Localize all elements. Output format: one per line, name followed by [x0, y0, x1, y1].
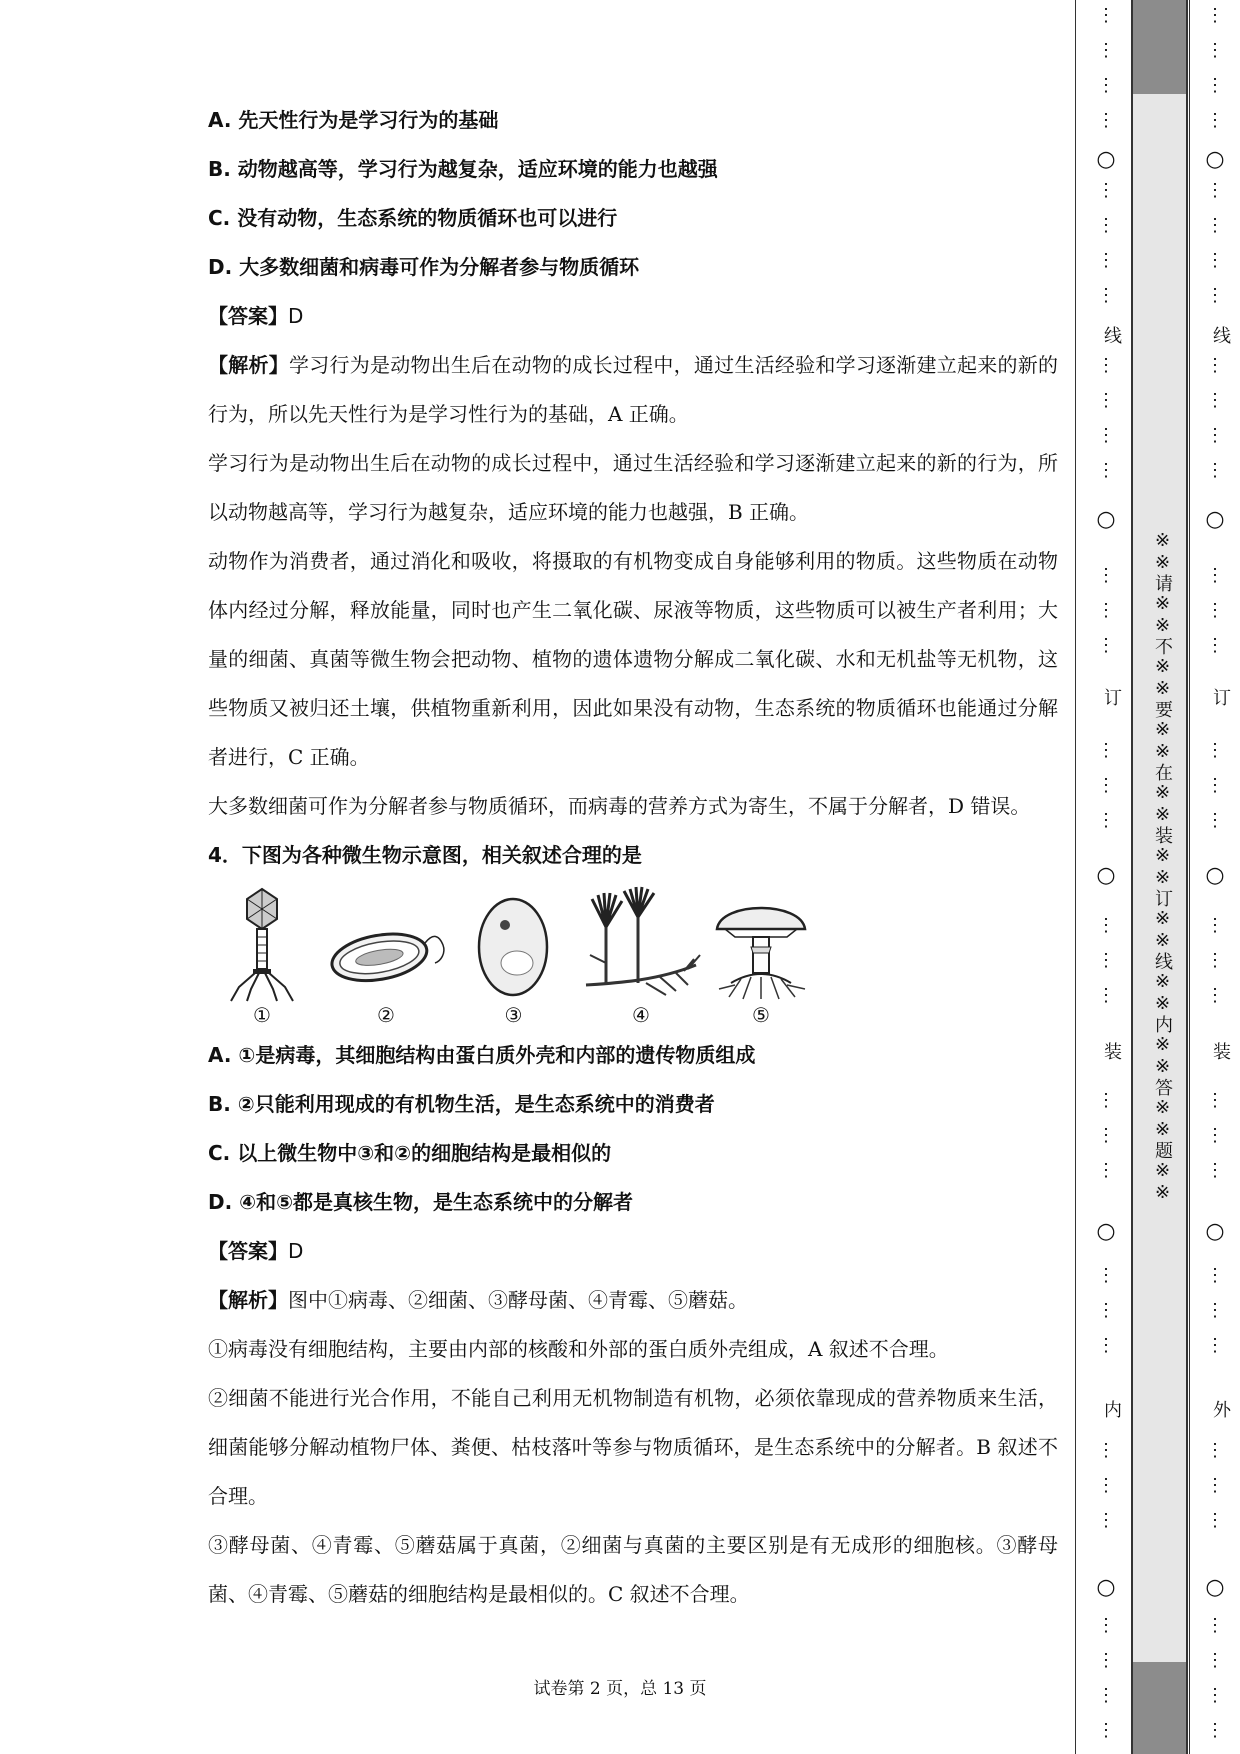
binding-dots: ⋮	[1206, 5, 1224, 26]
q4-option-d: D. ④和⑤都是真核生物，是生态系统中的分解者	[208, 1190, 634, 1214]
q3-option-b: B. 动物越高等，学习行为越复杂，适应环境的能力也越强	[208, 157, 718, 181]
binding-dots: ⋮	[1206, 1475, 1224, 1496]
binding-dots: ⋮	[1097, 600, 1115, 621]
binding-dots: ⋮	[1206, 1685, 1224, 1706]
q4-analysis-4: ③酵母菌、④青霉、⑤蘑菇属于真菌，②细菌与真菌的主要区别是有无成形的细胞核。③酵母菌、④青霉、⑤蘑菇的细胞结构是最相似的。C 叙述不合理。	[208, 1533, 1058, 1606]
binding-dots: ⋮	[1206, 915, 1224, 936]
binding-dots: ⋮	[1097, 215, 1115, 236]
binding-dots: ⋮	[1206, 635, 1224, 656]
binding-dots: ⋮	[1097, 1335, 1115, 1356]
binding-dots: ⋮	[1097, 40, 1115, 61]
binding-dots: ⋮	[1206, 1510, 1224, 1531]
analysis-tag: 【解析】	[208, 1288, 288, 1312]
figure-label: ④	[632, 1003, 650, 1027]
q3-option-c: C. 没有动物，生态系统的物质循环也可以进行	[208, 206, 618, 230]
binding-dots: ⋮	[1097, 635, 1115, 656]
binding-dots: ⋮	[1097, 915, 1115, 936]
binding-circle: ○	[1205, 147, 1225, 172]
page-content	[208, 96, 1058, 1619]
binding-inner-mark: 装	[1101, 1042, 1122, 1060]
binding-dots: ⋮	[1206, 985, 1224, 1006]
binding-dots: ⋮	[1097, 775, 1115, 796]
binding-dots: ⋮	[1206, 1335, 1224, 1356]
q4-option-c: C. 以上微生物中③和②的细胞结构是最相似的	[208, 1141, 612, 1165]
q4-analysis-3: ②细菌不能进行光合作用，不能自己利用无机物制造有机物，必须依靠现成的营养物质来生活，细菌能够分解动植物尸体、粪便、枯枝落叶等参与物质循环，是生态系统中的分解者。B 叙述不合理。	[208, 1386, 1058, 1508]
figure-mushroom	[711, 885, 811, 1027]
q4-question: 4．下图为各种微生物示意图，相关叙述合理的是	[208, 843, 642, 867]
binding-column-outer	[1200, 0, 1230, 1754]
binding-dots: ⋮	[1206, 1160, 1224, 1181]
answer-value: D	[288, 1239, 304, 1263]
figure-yeast	[456, 885, 571, 1027]
q3-answer	[208, 292, 1058, 341]
answer-tag: 【答案】	[208, 304, 288, 328]
figure-label: ①	[253, 1003, 271, 1027]
binding-dots: ⋮	[1206, 740, 1224, 761]
binding-outer-mark: 外	[1210, 1400, 1231, 1418]
figure-label: ⑤	[752, 1003, 770, 1027]
binding-dots: ⋮	[1206, 1090, 1224, 1111]
q4-option-a: A. ①是病毒，其细胞结构由蛋白质外壳和内部的遗传物质组成	[208, 1043, 756, 1067]
binding-band-bottom	[1131, 1662, 1188, 1754]
q4-option-b: B. ②只能利用现成的有机物生活，是生态系统中的消费者	[208, 1092, 715, 1116]
binding-outer-mark: 装	[1210, 1042, 1231, 1060]
binding-outer-mark: 订	[1210, 688, 1231, 706]
binding-dots: ⋮	[1097, 1090, 1115, 1111]
page-footer: 试卷第 2 页，总 13 页	[533, 1679, 707, 1699]
binding-dots: ⋮	[1206, 215, 1224, 236]
binding-dots: ⋮	[1097, 390, 1115, 411]
binding-dots: ⋮	[1206, 600, 1224, 621]
q3-analysis-4: 大多数细菌可作为分解者参与物质循环，而病毒的营养方式为寄生，不属于分解者，D 错误。	[208, 794, 1031, 818]
figure-bacterium	[316, 885, 456, 1027]
figure-label: ②	[377, 1003, 395, 1027]
binding-dots: ⋮	[1097, 950, 1115, 971]
binding-dots: ⋮	[1097, 5, 1115, 26]
q4-analysis-2: ①病毒没有细胞结构，主要由内部的核酸和外部的蛋白质外壳组成，A 叙述不合理。	[208, 1337, 949, 1361]
q3-option-d: D. 大多数细菌和病毒可作为分解者参与物质循环	[208, 255, 640, 279]
binding-dots: ⋮	[1206, 1720, 1224, 1741]
microbe-figure	[208, 882, 1058, 1027]
binding-dots: ⋮	[1097, 1685, 1115, 1706]
binding-dots: ⋮	[1097, 460, 1115, 481]
q4-answer	[208, 1227, 1058, 1276]
binding-dots: ⋮	[1097, 75, 1115, 96]
binding-dots: ⋮	[1206, 1265, 1224, 1286]
analysis-text: 学习行为是动物出生后在动物的成长过程中，通过生活经验和学习逐渐建立起来的新的行为，所以先天性行为是学习性行为的基础，A 正确。	[208, 353, 1059, 426]
binding-dots: ⋮	[1206, 425, 1224, 446]
binding-dots: ⋮	[1206, 810, 1224, 831]
binding-inner-mark: 内	[1101, 1400, 1122, 1418]
binding-dots: ⋮	[1097, 1650, 1115, 1671]
binding-circle: ○	[1205, 1219, 1225, 1244]
binding-dots: ⋮	[1206, 460, 1224, 481]
figure-virus	[208, 885, 316, 1027]
q3-analysis-3: 动物作为消费者，通过消化和吸收，将摄取的有机物变成自身能够利用的物质。这些物质在动物体内经过分解，释放能量，同时也产生二氧化碳、尿液等物质，这些物质可以被生产者利用；大量的细菌、真菌等微生物会把动物、植物的遗体遗物分解成二氧化碳、水和无机盐等无机物，这些物质又被归还土壤，供植物重新利用，因此如果没有动物，生态系统的物质循环也能通过分解者进行，C 正确。	[208, 549, 1058, 769]
figure-penicillium	[571, 885, 711, 1027]
binding-circle: ○	[1096, 147, 1116, 172]
binding-dots: ⋮	[1206, 110, 1224, 131]
binding-dots: ⋮	[1097, 110, 1115, 131]
binding-dots: ⋮	[1206, 1440, 1224, 1461]
binding-dots: ⋮	[1206, 1125, 1224, 1146]
binding-dots: ⋮	[1097, 1615, 1115, 1636]
binding-dots: ⋮	[1097, 250, 1115, 271]
binding-dots: ⋮	[1097, 1720, 1115, 1741]
binding-circle: ○	[1096, 863, 1116, 888]
binding-circle: ○	[1096, 1219, 1116, 1244]
binding-circle: ○	[1205, 863, 1225, 888]
binding-circle: ○	[1205, 1575, 1225, 1600]
binding-dots: ⋮	[1097, 1125, 1115, 1146]
yeast-icon	[469, 885, 559, 1003]
binding-inner-mark: 线	[1101, 326, 1122, 344]
binding-dots: ⋮	[1206, 1300, 1224, 1321]
binding-warning-text: ※※请※※不※※要※※在※※装※※订※※线※※内※※答※※题※※	[1152, 530, 1173, 1204]
binding-dots: ⋮	[1097, 355, 1115, 376]
q3-analysis-2: 学习行为是动物出生后在动物的成长过程中，通过生活经验和学习逐渐建立起来的新的行为，所以动物越高等，学习行为越复杂，适应环境的能力也越强，B 正确。	[208, 451, 1058, 524]
binding-dots: ⋮	[1097, 1510, 1115, 1531]
binding-dots: ⋮	[1097, 1160, 1115, 1181]
binding-dots: ⋮	[1097, 740, 1115, 761]
binding-dots: ⋮	[1206, 1615, 1224, 1636]
binding-circle: ○	[1096, 1575, 1116, 1600]
mold-icon	[576, 885, 706, 1003]
binding-outer-mark: 线	[1210, 326, 1231, 344]
analysis-tag: 【解析】	[208, 353, 289, 377]
q3-option-a: A. 先天性行为是学习行为的基础	[208, 108, 499, 132]
binding-dots: ⋮	[1097, 425, 1115, 446]
answer-value: D	[288, 304, 304, 328]
binding-dots: ⋮	[1206, 250, 1224, 271]
binding-dots: ⋮	[1206, 40, 1224, 61]
binding-circle: ○	[1096, 507, 1116, 532]
binding-dots: ⋮	[1206, 355, 1224, 376]
binding-dots: ⋮	[1097, 985, 1115, 1006]
binding-dots: ⋮	[1097, 810, 1115, 831]
binding-dots: ⋮	[1206, 1650, 1224, 1671]
answer-tag: 【答案】	[208, 1239, 288, 1263]
binding-dots: ⋮	[1206, 180, 1224, 201]
q3-analysis-1	[208, 341, 1058, 439]
binding-dots: ⋮	[1206, 390, 1224, 411]
binding-dots: ⋮	[1206, 75, 1224, 96]
q4-analysis-1	[208, 1276, 1058, 1325]
phage-icon	[217, 885, 307, 1003]
binding-dots: ⋮	[1097, 565, 1115, 586]
binding-dots: ⋮	[1097, 1300, 1115, 1321]
binding-dots: ⋮	[1097, 285, 1115, 306]
analysis-text: 图中①病毒、②细菌、③酵母菌、④青霉、⑤蘑菇。	[288, 1288, 748, 1312]
bacterium-icon	[321, 885, 451, 1003]
binding-dots: ⋮	[1097, 1475, 1115, 1496]
binding-dots: ⋮	[1097, 180, 1115, 201]
binding-dots: ⋮	[1097, 1440, 1115, 1461]
binding-dots: ⋮	[1206, 565, 1224, 586]
binding-inner-mark: 订	[1101, 688, 1122, 706]
binding-dots: ⋮	[1206, 775, 1224, 796]
figure-label: ③	[504, 1003, 523, 1027]
binding-dots: ⋮	[1097, 1265, 1115, 1286]
binding-column-inner	[1091, 0, 1121, 1754]
binding-border	[1189, 0, 1190, 1754]
binding-band-top	[1131, 0, 1188, 94]
mushroom-icon	[711, 885, 811, 1003]
binding-dots: ⋮	[1206, 285, 1224, 306]
binding-dots: ⋮	[1206, 950, 1224, 971]
binding-border	[1075, 0, 1076, 1754]
binding-circle: ○	[1205, 507, 1225, 532]
